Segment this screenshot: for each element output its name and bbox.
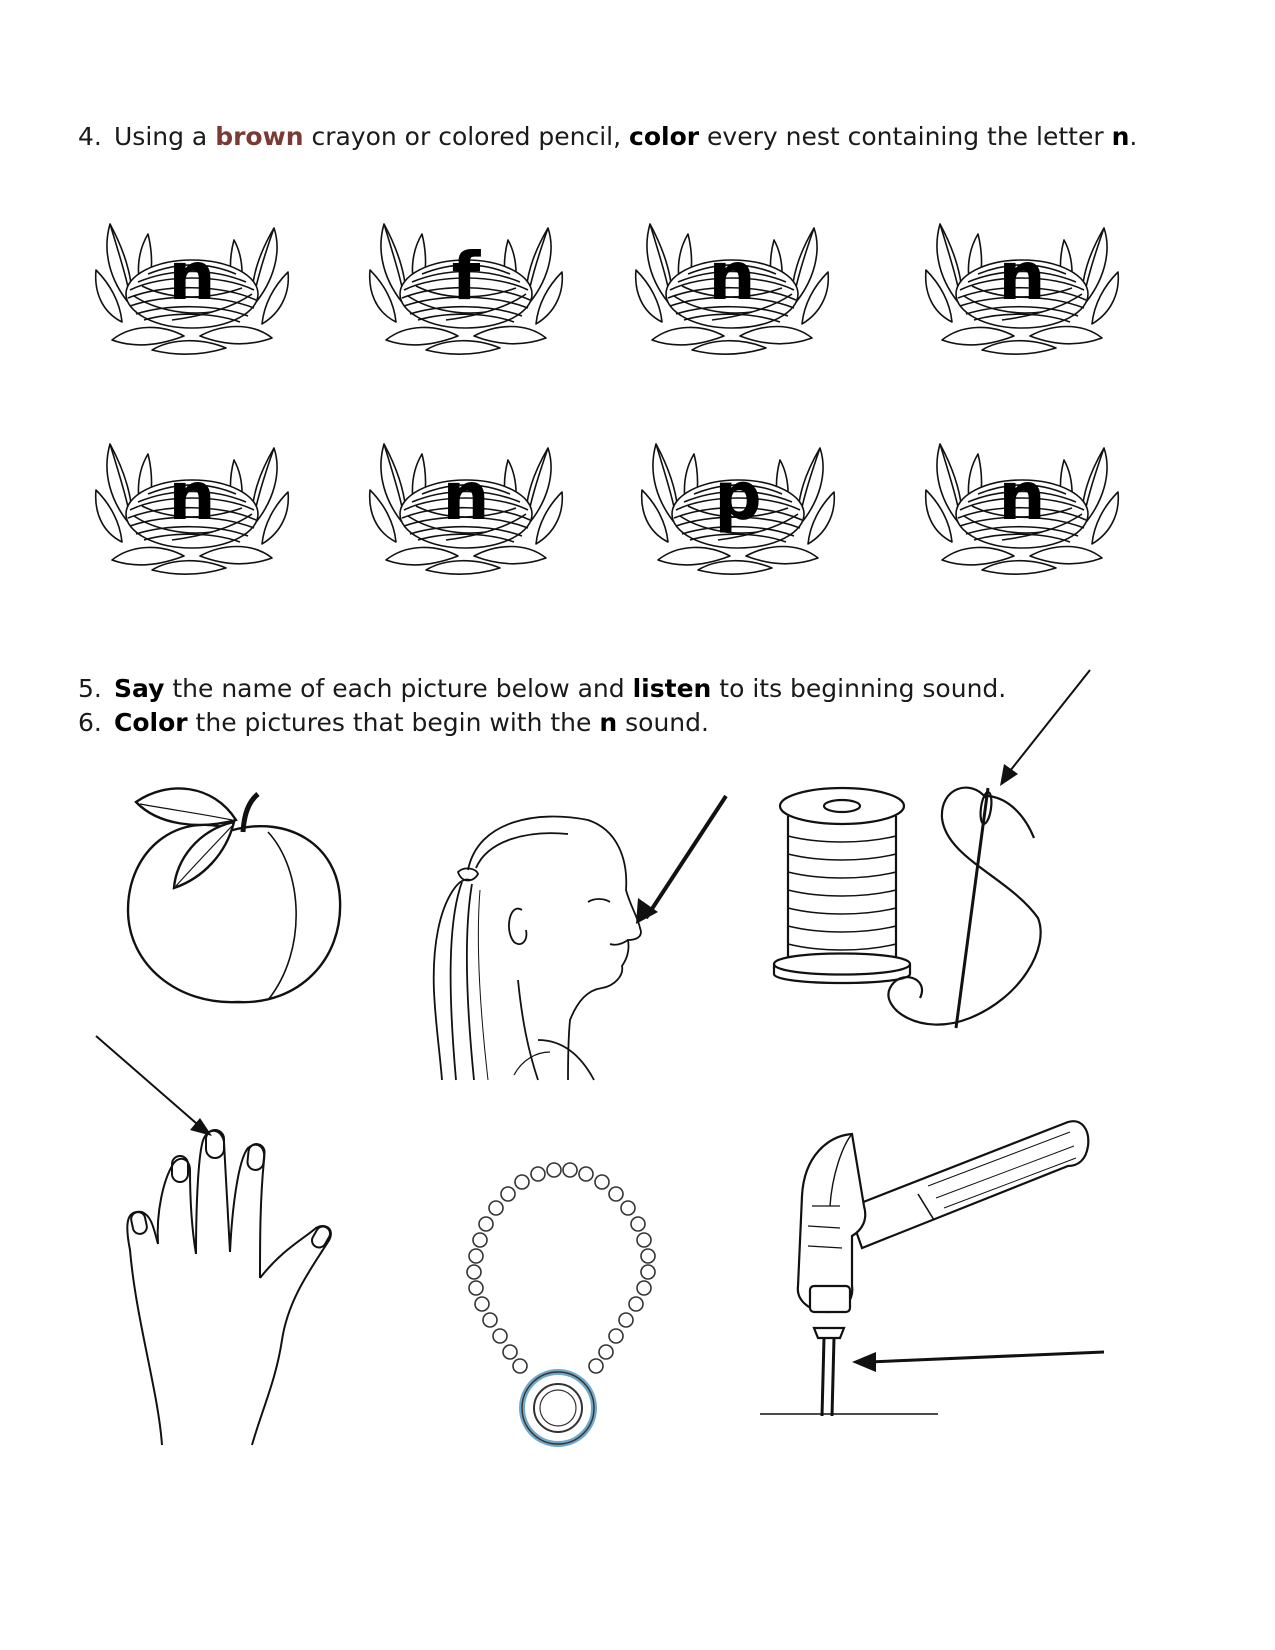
nest-letter: n bbox=[168, 458, 216, 535]
nest[interactable] bbox=[92, 432, 292, 582]
instruction-text: the name of each picture below and bbox=[164, 674, 633, 703]
picture-necklace[interactable] bbox=[456, 1150, 666, 1450]
nails-hand-icon bbox=[92, 1030, 352, 1450]
question-number: 5. bbox=[78, 674, 102, 703]
instruction-text: every nest containing the letter bbox=[699, 122, 1112, 151]
nest-letter: n bbox=[168, 238, 216, 315]
question-number: 6. bbox=[78, 708, 102, 737]
target-letter: n bbox=[1111, 122, 1130, 151]
instruction-text: . bbox=[1129, 122, 1138, 151]
needle-icon bbox=[770, 668, 1100, 1078]
question-number: 4. bbox=[78, 122, 102, 151]
instruction-4 bbox=[78, 120, 1137, 154]
nail-hammer-icon bbox=[758, 1116, 1108, 1436]
nest[interactable] bbox=[92, 212, 292, 362]
instruction-text: crayon or colored pencil, bbox=[303, 122, 630, 151]
nest[interactable] bbox=[366, 432, 566, 582]
instruction-text: Using a bbox=[114, 122, 216, 151]
necklace-icon bbox=[456, 1150, 666, 1450]
picture-peach[interactable] bbox=[118, 770, 348, 1010]
instruction-text: the pictures that begin with the bbox=[187, 708, 600, 737]
color-word: Color bbox=[114, 708, 188, 737]
nose-icon bbox=[418, 790, 738, 1080]
nest-letter: n bbox=[708, 238, 756, 315]
nest-letter: n bbox=[998, 238, 1046, 315]
color-word: color bbox=[629, 122, 700, 151]
instruction-text: sound. bbox=[617, 708, 709, 737]
nest-letter: n bbox=[998, 458, 1046, 535]
peach-icon bbox=[118, 770, 348, 1010]
picture-nose[interactable] bbox=[418, 790, 738, 1080]
picture-needle[interactable] bbox=[770, 668, 1100, 1078]
nest[interactable] bbox=[632, 212, 832, 362]
instruction-text: to its beginning sound. bbox=[711, 674, 1007, 703]
brown-word: brown bbox=[215, 122, 304, 151]
picture-nails[interactable] bbox=[92, 1030, 352, 1450]
instruction-6 bbox=[78, 706, 709, 740]
target-letter: n bbox=[599, 708, 618, 737]
nest-letter: n bbox=[442, 458, 490, 535]
nest[interactable] bbox=[366, 212, 566, 362]
nest-letter: p bbox=[714, 458, 762, 535]
nest[interactable] bbox=[638, 432, 838, 582]
listen-word: listen bbox=[632, 674, 712, 703]
say-word: Say bbox=[114, 674, 165, 703]
picture-nail[interactable] bbox=[758, 1116, 1108, 1436]
nest[interactable] bbox=[922, 432, 1122, 582]
nest-letter: f bbox=[451, 238, 481, 315]
nest[interactable] bbox=[922, 212, 1122, 362]
